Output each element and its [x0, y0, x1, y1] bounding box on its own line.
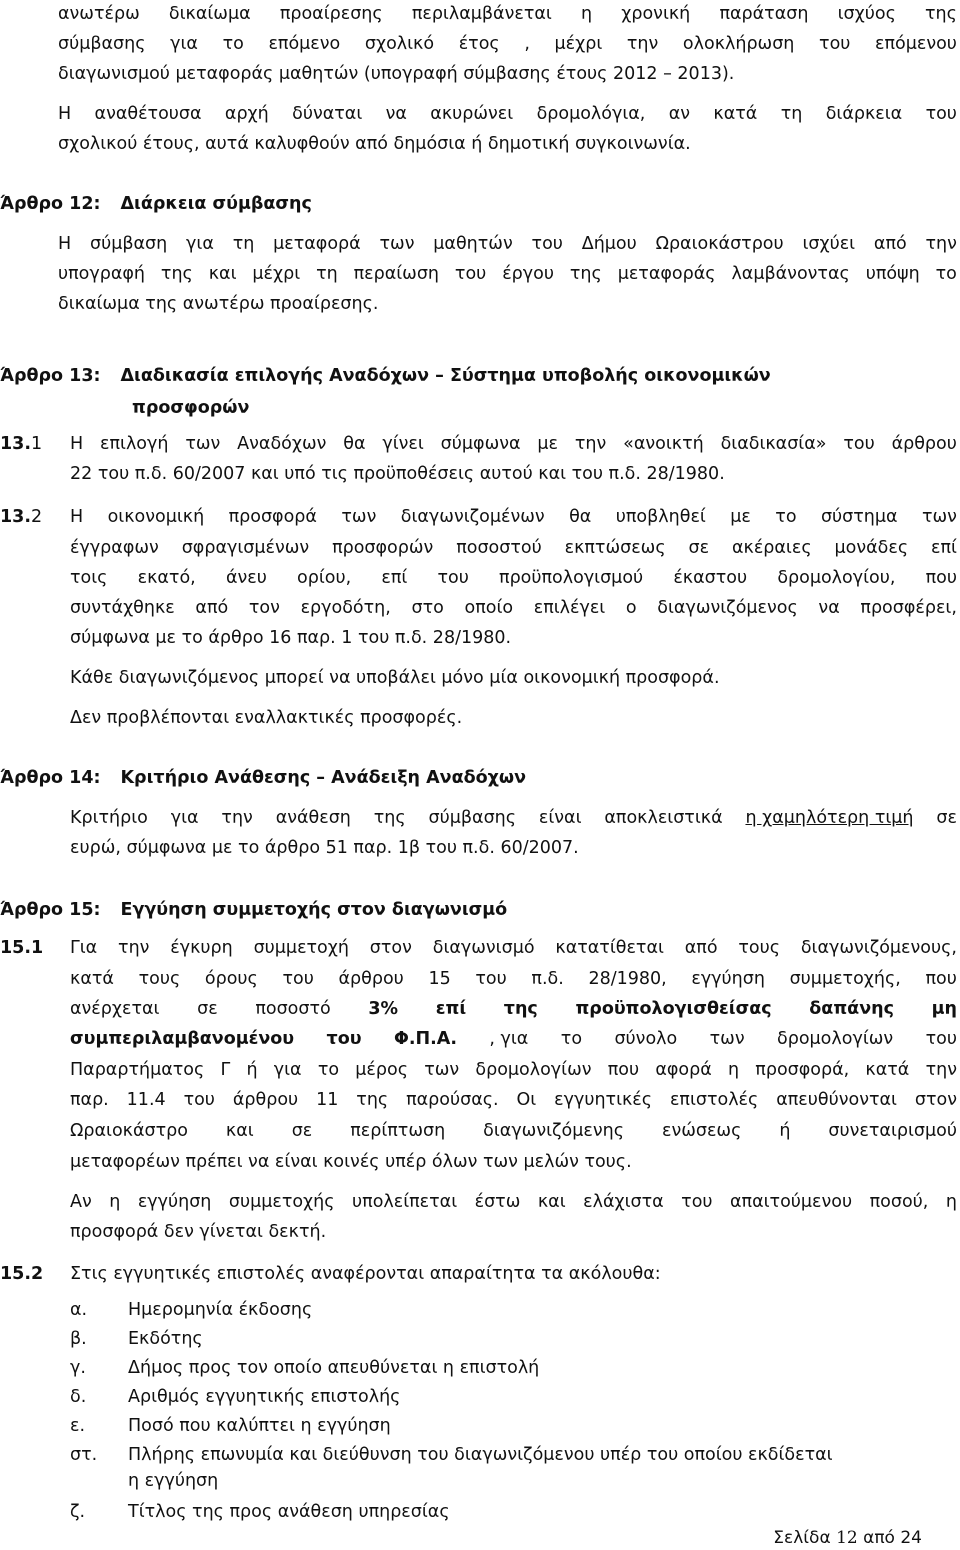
word: υπόψη [865, 264, 920, 284]
word: για [170, 34, 198, 54]
article-13-heading-cont: προσφορών [132, 398, 250, 418]
word: εγγύηση [137, 1192, 212, 1212]
word: ποσοστό [255, 999, 331, 1019]
word: το [775, 507, 797, 527]
word: άρθρου [232, 1090, 299, 1110]
word: ορίου, [297, 568, 352, 588]
word: επόμενου [875, 34, 957, 54]
word: ολοκλήρωση [682, 34, 795, 54]
word: , [524, 34, 530, 54]
word: κατά [713, 104, 758, 124]
word: σύνολο [614, 1029, 678, 1049]
word: Η [70, 434, 84, 454]
word: συμμετοχή [253, 938, 349, 958]
word: στον [914, 1090, 957, 1110]
word: Φ.Π.Α. [393, 1029, 457, 1049]
word: σε [197, 999, 218, 1019]
word: Δήμου [581, 234, 637, 254]
word: τους [738, 938, 780, 958]
word: του [531, 234, 563, 254]
word: σύμφωνα [440, 434, 521, 454]
word: ελάχιστα [583, 1192, 664, 1212]
word: μαθητών [433, 234, 513, 254]
word: έστω [474, 1192, 521, 1212]
word: δρομολογίων [777, 1029, 894, 1049]
article-title: Εγγύηση συμμετοχής στον διαγωνισμό [120, 900, 508, 920]
word: αναθέτουσα [94, 104, 202, 124]
article-title: Διαδικασία επιλογής Αναδόχων – Σύστημα υποβολής οικονομικών [120, 366, 771, 386]
word: ενώσεως [661, 1121, 742, 1141]
word: θα [569, 507, 592, 527]
clause-15-1-line [70, 1027, 957, 1051]
list-item: Ποσό που καλύπτει η εγγύηση [128, 1416, 391, 1436]
word: του [475, 969, 507, 989]
word: κατατίθεται [555, 938, 664, 958]
word: των [185, 434, 221, 454]
clause-13-2-line [70, 505, 957, 529]
word: εργοδότη, [300, 598, 391, 618]
word: παρ. [70, 1090, 109, 1110]
word: προσφορά, [755, 1060, 850, 1080]
word: της [356, 1090, 389, 1110]
word: σύστημα [820, 507, 898, 527]
clause-13-2-line [70, 566, 957, 590]
word: θα [343, 434, 366, 454]
word: διαγωνισμό [432, 938, 535, 958]
word: διαγωνιζόμενος [657, 598, 798, 618]
word: περαίωση [353, 264, 440, 284]
word: ανωτέρω [58, 4, 140, 24]
clause-13-2-line [70, 536, 957, 560]
word: γίνει [382, 434, 424, 454]
word: που [607, 1060, 640, 1080]
word: του [681, 1192, 713, 1212]
list-item: Ημερομηνία έκδοσης [128, 1300, 313, 1320]
word: επιστολές [669, 1090, 759, 1110]
word: ή [246, 1060, 258, 1080]
word: λαμβάνοντας [731, 264, 850, 284]
word: σύμβαση [89, 234, 168, 254]
word: προσφορών [332, 538, 434, 558]
clause-15-1-line [70, 997, 957, 1021]
word: της [569, 264, 602, 284]
word: σφραγισμένων [181, 538, 310, 558]
word: συμμετοχής [228, 1192, 335, 1212]
word: προϋπολογισμού [499, 568, 644, 588]
word: το [222, 34, 244, 54]
word: των [341, 507, 377, 527]
word: άρθρου [891, 434, 957, 454]
word: στο [411, 598, 444, 618]
word: του [454, 264, 487, 284]
word: δρομολόγια, [536, 104, 646, 124]
word: επί [381, 568, 408, 588]
word: άρθρου [338, 969, 404, 989]
article-12-heading [0, 192, 312, 216]
word: ακέραιες [731, 538, 812, 558]
word: των [921, 507, 957, 527]
word: υποβληθεί [615, 507, 706, 527]
word: για [273, 1060, 302, 1080]
clause-13-2-line: Δεν προβλέπονται εναλλακτικές προσφορές. [70, 708, 463, 728]
clause-15-1-line [70, 1119, 957, 1143]
article-title: Διάρκεια σύμβασης [120, 194, 312, 214]
clause-15-1-line: μεταφορέων πρέπει να είναι κοινές υπέρ όλων των μελών τους. [70, 1152, 632, 1172]
article-label: Άρθρο 12: [0, 194, 101, 214]
word: αφορά [655, 1060, 712, 1080]
word: δρομολογίου, [777, 568, 896, 588]
word: διαδικασία» [720, 434, 827, 454]
article-12-line [58, 262, 957, 286]
word: Οι [516, 1090, 537, 1110]
word: δρομολογίων [475, 1060, 592, 1080]
word: μονάδες [834, 538, 909, 558]
clause-13-1-line [70, 432, 957, 456]
word: έκαστου [673, 568, 748, 588]
word: προϋπολογισθείσας [575, 999, 772, 1019]
word: μη [931, 999, 957, 1019]
word: 11 [316, 1090, 339, 1110]
underlined-text: η χαμηλότερη τιμή [745, 808, 914, 828]
word: έγγραφων [70, 538, 159, 558]
page-total: 24 [900, 1528, 922, 1548]
word: αποκλειστικά [604, 808, 723, 828]
intro-line [58, 32, 957, 56]
word: προαίρεσης [279, 4, 383, 24]
list-item-marker: γ. [70, 1358, 86, 1378]
clause-15-1-line: προσφορά δεν γίνεται δεκτή. [70, 1222, 327, 1242]
word: της [503, 999, 538, 1019]
word: υπολείπεται [352, 1192, 458, 1212]
word: του [925, 104, 957, 124]
word: την [925, 234, 957, 254]
word: να [385, 104, 407, 124]
word: κατά [865, 1060, 910, 1080]
word: παρούσας. [406, 1090, 499, 1110]
word: του [843, 434, 875, 454]
word: σε [291, 1121, 313, 1141]
intro-line [58, 2, 957, 26]
page-number: 12 [836, 1528, 858, 1548]
word: ποσοστού [456, 538, 542, 558]
word: τοις [70, 568, 108, 588]
word: τους [138, 969, 181, 989]
word: την [574, 434, 607, 454]
word: της [925, 4, 957, 24]
word: την [118, 938, 150, 958]
word: χρονική [621, 4, 691, 24]
word: το [317, 1060, 340, 1080]
word: του [925, 1029, 957, 1049]
article-15-heading [0, 898, 507, 922]
list-item-marker: ζ. [70, 1502, 86, 1522]
list-item: Εκδότης [128, 1329, 203, 1349]
article-14-line: Κριτήριο για την ανάθεση της σύμβασης είναι αποκλειστικά η χαμηλότερη τιμή σε [70, 808, 957, 828]
word: του [183, 1090, 215, 1110]
word: υπογραφή [58, 264, 146, 284]
word: απευθύνονται [776, 1090, 897, 1110]
clause-number: 13.1 [0, 434, 43, 454]
word: απαιτούμενου [730, 1192, 853, 1212]
intro-line: σχολικού έτους, αυτά καλυφθούν από δημόσια ή δημοτική συγκοινωνία. [58, 134, 691, 154]
word: την [925, 1060, 957, 1080]
word: εγγυητικές [554, 1090, 653, 1110]
article-12-line: δικαίωμα της ανωτέρω προαίρεσης. [58, 294, 379, 314]
word: οποίο [464, 598, 514, 618]
word: ανάθεση [275, 808, 351, 828]
word: περίπτωση [350, 1121, 446, 1141]
word: μέχρι [554, 34, 603, 54]
page-footer [773, 1527, 922, 1549]
list-item-marker: ε. [70, 1416, 86, 1436]
word: οικονομική [107, 507, 205, 527]
clause-number: 15.1 [0, 938, 44, 958]
word: «ανοικτή [623, 434, 704, 454]
word: ανέρχεται [70, 999, 160, 1019]
word: και [225, 1121, 254, 1141]
word: τον [248, 598, 280, 618]
word: επί [931, 538, 957, 558]
word: έτος [458, 34, 500, 54]
word: Ωραιοκάστρου [655, 234, 784, 254]
word: με [730, 507, 751, 527]
word: που [925, 969, 957, 989]
word: , για [489, 1029, 529, 1049]
word: Η [58, 104, 72, 124]
clause-15-1-line [70, 1190, 957, 1214]
word: εκατό, [137, 568, 196, 588]
word: σύμβασης [58, 34, 146, 54]
word: που [925, 568, 957, 588]
word: μεταφορά [273, 234, 361, 254]
word: ισχύος [837, 4, 896, 24]
clause-13-2-line: Κάθε διαγωνιζόμενος μπορεί να υποβάλει μόνο μία οικονομική προσφορά. [70, 668, 720, 688]
intro-line [58, 102, 957, 126]
word: 11.4 [126, 1090, 166, 1110]
list-item: η εγγύηση [128, 1471, 219, 1491]
clause-13-2-line [70, 596, 957, 620]
word: το [560, 1029, 583, 1049]
word: όρους [204, 969, 258, 989]
list-item-marker: β. [70, 1329, 87, 1349]
word: άνευ [225, 568, 267, 588]
word: για [186, 234, 214, 254]
word: από [684, 938, 718, 958]
word: να [818, 598, 840, 618]
word: των [424, 1060, 460, 1080]
word: συνεταιρισμού [828, 1121, 957, 1141]
word: αρχή [224, 104, 269, 124]
word: των [709, 1029, 745, 1049]
word: από [873, 234, 907, 254]
word: της [373, 808, 406, 828]
list-item: Τίτλος της προς ανάθεση υπηρεσίας [128, 1502, 450, 1522]
word: Η [70, 507, 84, 527]
word: εγγύηση [691, 969, 765, 989]
word: Η [58, 234, 72, 254]
list-item-marker: α. [70, 1300, 88, 1320]
article-12-line [58, 232, 957, 256]
word: το [935, 264, 957, 284]
word: προσφορά [228, 507, 317, 527]
clause-number: 13.2 [0, 507, 43, 527]
word: διαγωνιζομένων [400, 507, 545, 527]
word: αν [668, 104, 691, 124]
word: και [537, 1192, 566, 1212]
word: τη [780, 104, 803, 124]
list-item-marker: δ. [70, 1387, 87, 1407]
word: δύναται [292, 104, 363, 124]
word: του [326, 1029, 362, 1049]
word: μέχρι [252, 264, 301, 284]
word: Ωραιοκάστρο [70, 1121, 188, 1141]
clause-15-1-line [70, 967, 957, 991]
word: ισχύει [802, 234, 856, 254]
word: σχολικό [364, 34, 435, 54]
article-label: Άρθρο 14: [0, 768, 101, 788]
word: επί [435, 999, 467, 1019]
word: των [379, 234, 415, 254]
word: της [160, 264, 193, 284]
word: και [208, 264, 237, 284]
word: δικαίωμα [168, 4, 251, 24]
word: τη [232, 234, 255, 254]
word: στον [369, 938, 412, 958]
word: περιλαμβάνεται [411, 4, 552, 24]
word: επόμενο [268, 34, 341, 54]
clause-13-2-line: σύμφωνα με το άρθρο 16 παρ. 1 του π.δ. 28/1980. [70, 628, 512, 648]
article-label: Άρθρο 15: [0, 900, 101, 920]
word: την [221, 808, 253, 828]
word: του [282, 969, 314, 989]
word: ποσού, [869, 1192, 929, 1212]
word: έγκυρη [170, 938, 233, 958]
word: προσφέρει, [860, 598, 957, 618]
word: σε [688, 538, 710, 558]
word: ακυρώνει [430, 104, 514, 124]
clause-15-1-line [70, 1088, 957, 1112]
footer-prefix: Σελίδα [773, 1528, 831, 1548]
word: κατά [70, 969, 114, 989]
word: συμμετοχής, [789, 969, 901, 989]
word: συμπεριλαμβανομένου [70, 1029, 295, 1049]
list-item: Αριθμός εγγυητικής επιστολής [128, 1387, 401, 1407]
word: έργου [502, 264, 554, 284]
word: εκπτώσεως [564, 538, 666, 558]
clause-15-1-line [70, 936, 957, 960]
word: του [819, 34, 851, 54]
word: η [945, 1192, 957, 1212]
word: ο [625, 598, 637, 618]
clause-number: 15.2 [0, 1264, 44, 1284]
word: παράταση [719, 4, 809, 24]
word: από [195, 598, 229, 618]
word: για [170, 808, 199, 828]
clause-13-1-line: 22 του π.δ. 60/2007 και υπό τις προϋποθέσεις αυτού και του π.δ. 28/1980. [70, 464, 725, 484]
word: διαγωνιζόμενης [483, 1121, 624, 1141]
word: τη [316, 264, 338, 284]
word: την [626, 34, 659, 54]
word: Για [70, 938, 98, 958]
word: επιλέγει [533, 598, 606, 618]
word: μεταφοράς [617, 264, 716, 284]
list-item-marker: στ. [70, 1445, 98, 1465]
word: του [437, 568, 469, 588]
word: η [580, 4, 593, 24]
word: μέρος [355, 1060, 408, 1080]
article-13-heading [0, 364, 771, 388]
word: είναι [538, 808, 582, 828]
word: διάρκεια [825, 104, 903, 124]
word: Παραρτήματος [70, 1060, 205, 1080]
word: 15 [428, 969, 451, 989]
article-label: Άρθρο 13: [0, 366, 101, 386]
article-title: Κριτήριο Ανάθεσης – Ανάδειξη Αναδόχων [120, 768, 527, 788]
word: η [727, 1060, 740, 1080]
word: Αν [70, 1192, 92, 1212]
word: π.δ. [531, 969, 564, 989]
word: δαπάνης [809, 999, 894, 1019]
word: Γ [220, 1060, 231, 1080]
article-14-line: ευρώ, σύμφωνα με το άρθρο 51 παρ. 1β του π.δ. 60/2007. [70, 838, 579, 858]
clause-15-1-line [70, 1058, 957, 1082]
word: 28/1980, [588, 969, 667, 989]
word: 3% [368, 999, 399, 1019]
word: με [537, 434, 558, 454]
list-item: Πλήρης επωνυμία και διεύθυνση του διαγωνιζόμενου υπέρ του οποίου εκδίδεται [128, 1445, 833, 1465]
word: Κριτήριο [70, 808, 148, 828]
word: συντάχθηκε [70, 598, 175, 618]
word: Αναδόχων [237, 434, 327, 454]
word: διαγωνιζόμενους, [800, 938, 957, 958]
clause-15-2-text: Στις εγγυητικές επιστολές αναφέρονται απαραίτητα τα ακόλουθα: [70, 1264, 661, 1284]
word: επιλογή [100, 434, 169, 454]
word: σύμβασης [428, 808, 517, 828]
article-14-heading [0, 766, 526, 790]
intro-line: διαγωνισμού μεταφοράς μαθητών (υπογραφή σύμβασης έτους 2012 – 2013). [58, 64, 735, 84]
list-item: Δήμος προς τον οποίο απευθύνεται η επιστολή [128, 1358, 540, 1378]
footer-middle: από [863, 1528, 895, 1548]
word: ή [779, 1121, 791, 1141]
word: η [109, 1192, 121, 1212]
